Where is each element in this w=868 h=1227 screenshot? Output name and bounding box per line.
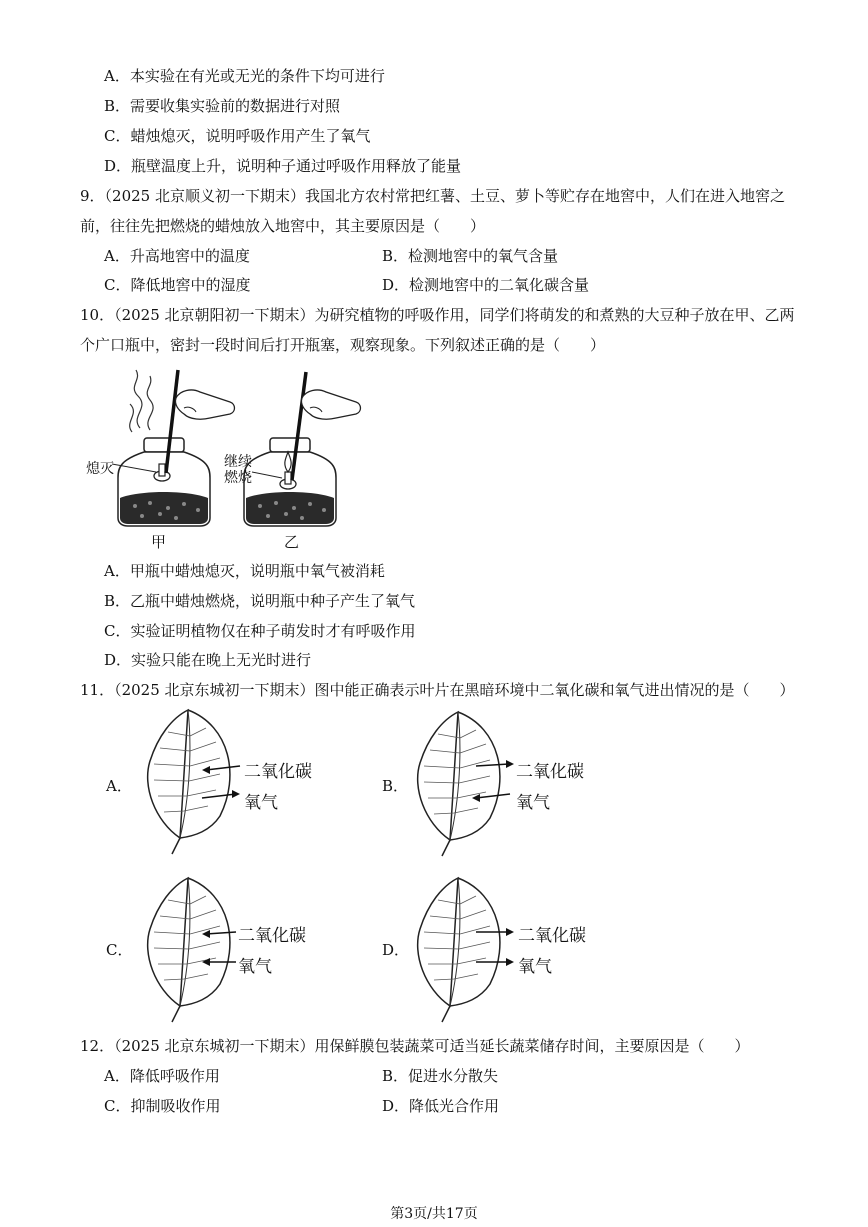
leaf-a-co2-label: 二氧化碳 [244, 762, 312, 782]
leaf-c-co2-label: 二氧化碳 [238, 926, 306, 946]
q11-option-d-letter: D． [382, 941, 410, 959]
leaf-c-o2-label: 氧气 [238, 957, 272, 977]
q8-option-c: C．蜡烛熄灭，说明呼吸作用产生了氧气 [104, 127, 371, 145]
q10-stem-line1: 10．（2025 北京朝阳初一下期末）为研究植物的呼吸作用，同学们将萌发的和煮熟的大豆种子放在甲、乙两 [80, 306, 795, 324]
leaf-d-diagram [410, 874, 610, 1024]
q12-option-b: B．促进水分散失 [382, 1067, 499, 1085]
q9-option-a: A．升高地窖中的温度 [104, 247, 250, 265]
jar-yi-note-2: 燃烧 [224, 470, 252, 486]
jar-yi [244, 372, 361, 526]
q9-stem-line2: 前，往往先把燃烧的蜡烛放入地窖中，其主要原因是（ ） [80, 217, 486, 235]
q11-stem: 11．（2025 北京东城初一下期末）图中能正确表示叶片在黑暗环境中二氧化碳和氧气进出情况的是（ ） [80, 681, 795, 699]
leaf-b-diagram [410, 708, 610, 858]
leaf-c-diagram [140, 874, 340, 1024]
q12-option-a: A．降低呼吸作用 [104, 1067, 220, 1085]
q10-option-a: A．甲瓶中蜡烛熄灭，说明瓶中氧气被消耗 [104, 562, 385, 580]
q8-option-b: B．需要收集实验前的数据进行对照 [104, 97, 341, 115]
q9-option-d: D．检测地窖中的二氧化碳含量 [382, 276, 590, 294]
q12-stem: 12．（2025 北京东城初一下期末）用保鲜膜包装蔬菜可适当延长蔬菜储存时间，主要原因是（ ） [80, 1037, 750, 1055]
page-footer: 第3页/共17页 [390, 1206, 478, 1222]
q12-option-d: D．降低光合作用 [382, 1097, 500, 1115]
jar-jia-note: 熄灭 [86, 461, 114, 477]
leaf-a-o2-label: 氧气 [244, 793, 278, 813]
leaf-d-o2-label: 氧气 [518, 957, 552, 977]
q10-option-b: B．乙瓶中蜡烛燃烧，说明瓶中种子产生了氧气 [104, 592, 416, 610]
leaf-d-co2-label: 二氧化碳 [518, 926, 586, 946]
q8-option-d: D．瓶壁温度上升，说明种子通过呼吸作用释放了能量 [104, 157, 462, 175]
jar-jia [112, 370, 235, 526]
jar-yi-note-1: 继续 [224, 454, 252, 470]
q11-option-a-letter: A． [106, 777, 132, 795]
q8-option-a: A．本实验在有光或无光的条件下均可进行 [104, 67, 385, 85]
q11-option-c-letter: C． [106, 941, 133, 959]
jar-yi-label: 乙 [284, 533, 300, 551]
jar-jia-label: 甲 [151, 533, 167, 551]
q10-option-d: D．实验只能在晚上无光时进行 [104, 651, 312, 669]
q9-option-b: B．检测地窖中的氧气含量 [382, 247, 559, 265]
q10-option-c: C．实验证明植物仅在种子萌发时才有呼吸作用 [104, 622, 416, 640]
q10-stem-line2: 个广口瓶中，密封一段时间后打开瓶塞，观察现象。下列叙述正确的是（ ） [80, 336, 606, 354]
leaf-b-co2-label: 二氧化碳 [516, 762, 584, 782]
q9-stem-line1: 9．（2025 北京顺义初一下期末）我国北方农村常把红薯、土豆、萝卜等贮存在地窖中，人们在进入地窖之 [80, 187, 785, 205]
q11-option-b-letter: B． [382, 777, 409, 795]
leaf-b-o2-label: 氧气 [516, 793, 550, 813]
q9-option-c: C．降低地窖中的湿度 [104, 276, 251, 294]
q12-option-c: C．抑制吸收作用 [104, 1097, 221, 1115]
